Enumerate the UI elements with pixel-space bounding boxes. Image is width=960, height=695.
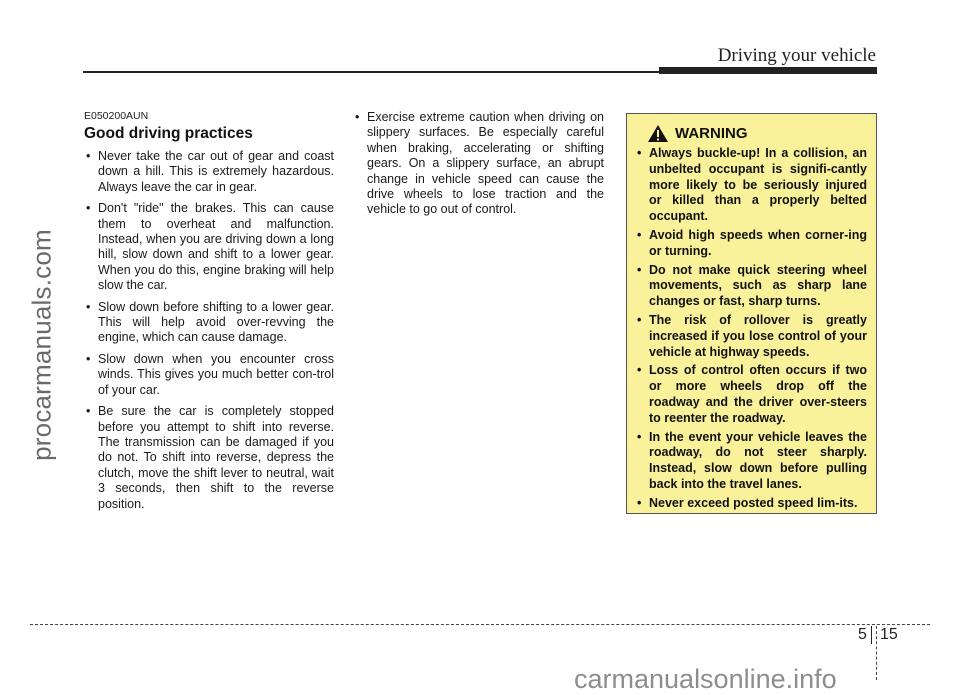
footer-rule bbox=[30, 624, 930, 625]
driving-practices-list bbox=[84, 149, 334, 512]
header-rule-bar bbox=[659, 67, 877, 74]
list-item: • Slow down before shifting to a lower gear. This will help avoid over-revving the engine, which can cause damage. bbox=[84, 300, 334, 346]
list-item: • In the event your vehicle leaves the roadway, do not steer sharply. Instead, slow down before pulling back into the travel lanes. bbox=[635, 430, 867, 493]
slippery-surface-list bbox=[353, 110, 604, 218]
warning-header bbox=[647, 124, 867, 143]
list-item: • The risk of rollover is greatly increased if you lose control of your vehicle at highway speeds. bbox=[635, 313, 867, 360]
bottom-watermark: carmanualsonline.info bbox=[574, 664, 837, 694]
page-number-separator bbox=[871, 626, 872, 644]
list-item: • Loss of control often occurs if two or more wheels drop off the roadway and the driver over-steers to reenter the roadway. bbox=[635, 363, 867, 426]
list-item: • Never take the car out of gear and coast down a hill. This is extremely hazardous. Always leave the car in gear. bbox=[84, 149, 334, 195]
warning-triangle-icon bbox=[647, 124, 669, 143]
side-watermark: procarmanuals.com bbox=[26, 229, 57, 461]
footer-vertical-rule bbox=[876, 626, 877, 680]
list-item: • Avoid high speeds when corner-ing or turning. bbox=[635, 228, 867, 260]
middle-column bbox=[353, 110, 604, 224]
list-item: • Exercise extreme caution when driving on slippery surfaces. Be especially careful when braking, accelerating or shifting gears. On a slippery surface, an abrupt change in vehicle speed can cause the drive wheels to lose traction and the vehicle to go out of control. bbox=[353, 110, 604, 218]
warning-list bbox=[635, 146, 867, 512]
list-item: • Slow down when you encounter cross winds. This gives you much better con-trol of your car. bbox=[84, 352, 334, 398]
left-column bbox=[84, 110, 334, 518]
list-item: • Always buckle-up! In a collision, an unbelted occupant is signifi-cantly more likely to be seriously injured or killed than a properly belted occupant. bbox=[635, 146, 867, 225]
section-title: Good driving practices bbox=[84, 125, 253, 142]
list-item: • Never exceed posted speed lim-its. bbox=[635, 496, 867, 512]
list-item: • Do not make quick steering wheel movements, such as sharp lane changes or fast, sharp turns. bbox=[635, 263, 867, 310]
list-item: • Be sure the car is completely stopped before you attempt to shift into reverse. The transmission can be damaged if you do not. To shift into reverse, depress the clutch, move the shift lever to neutral, wait 3 seconds, then shift to the reverse position. bbox=[84, 404, 334, 512]
chapter-number: 5 bbox=[858, 626, 867, 643]
header-rule bbox=[83, 71, 659, 73]
warning-title: WARNING bbox=[675, 125, 748, 142]
warning-box bbox=[626, 113, 877, 514]
list-item: • Don't "ride" the brakes. This can cause them to overheat and malfunction. Instead, when you are driving down a long hill, slow down and shift to a lower gear. When you do this, engine braking will help slow the car. bbox=[84, 201, 334, 293]
page-number: 15 bbox=[880, 626, 898, 643]
section-code: E050200AUN bbox=[84, 110, 149, 122]
header-title: Driving your vehicle bbox=[717, 45, 876, 66]
